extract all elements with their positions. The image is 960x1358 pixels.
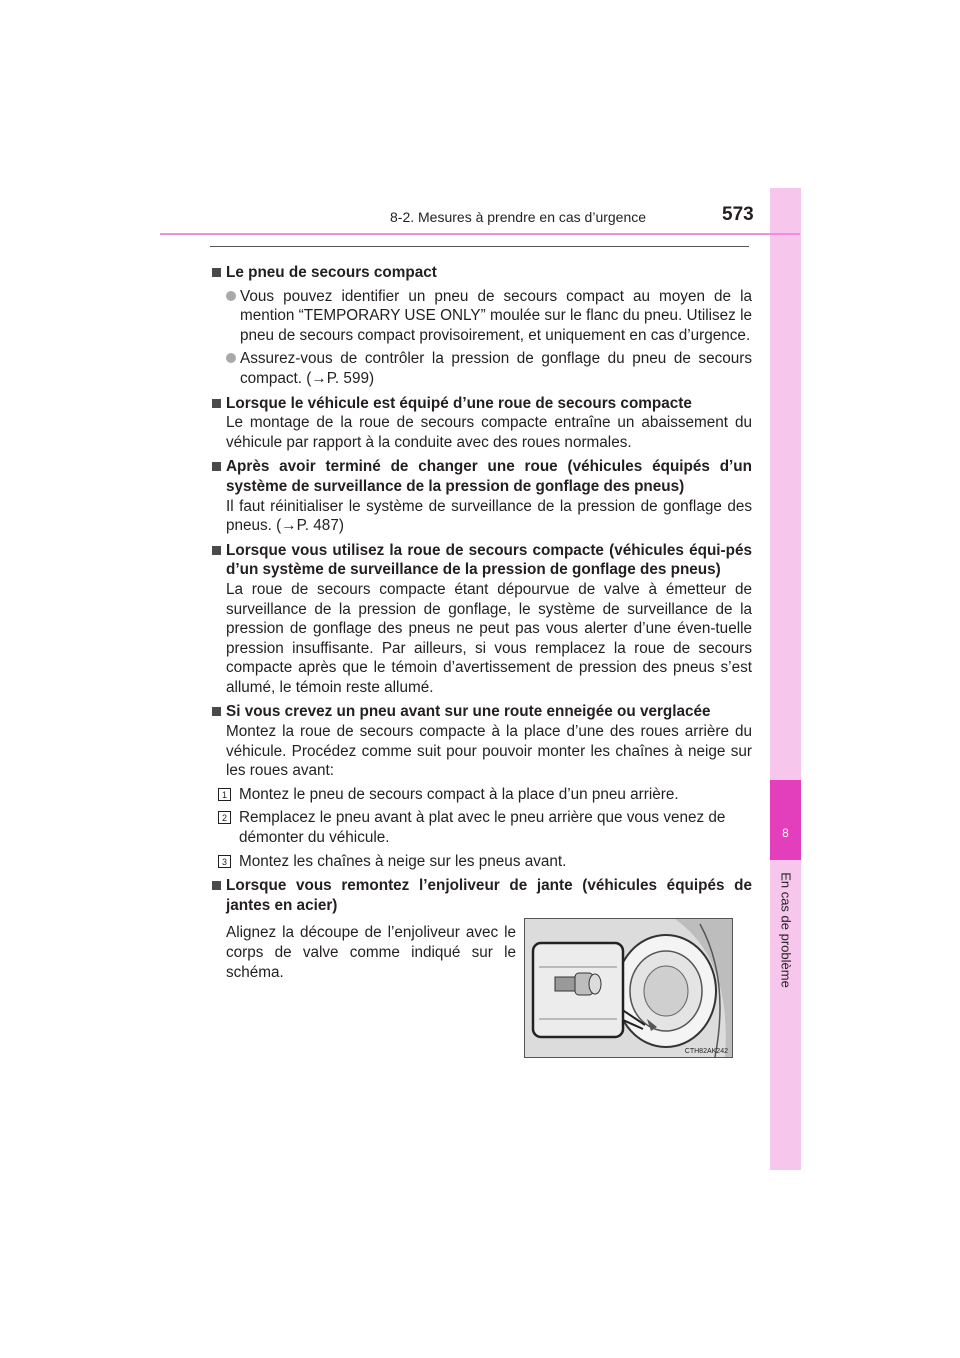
- section-marker-icon: [212, 707, 221, 716]
- section-text: Le montage de la roue de secours compacte entraîne un abaissement du véhicule par rapport à la conduite avec des roues normales.: [226, 414, 752, 451]
- bullet-dot-icon: [226, 353, 236, 363]
- wheel-cover-illustration: [524, 918, 733, 1058]
- step-item: [221, 808, 752, 847]
- section-heading: Lorsque le véhicule est équipé d’une roue de secours compacte: [226, 394, 692, 412]
- bullet-text: Assurez-vous de contrôler la pression de gonflage du pneu de secours compact. (→P. 599): [240, 350, 752, 387]
- section-heading: Le pneu de secours compact: [226, 264, 437, 281]
- chapter-side-label: En cas de problème: [778, 872, 794, 988]
- wheel-cover-drawing: [525, 919, 732, 1057]
- section-marker-icon: [212, 881, 221, 890]
- section-text: Il faut réinitialiser le système de surveillance de la pression de gonflage des pneus. (→P. 487): [226, 497, 752, 535]
- bullet-dot-icon: [226, 291, 236, 301]
- bullet-item: [226, 349, 752, 388]
- section-marker-icon: [212, 268, 221, 277]
- step-number: 2: [218, 811, 231, 824]
- step-text: Montez les chaînes à neige sur les pneus avant.: [239, 852, 567, 870]
- section-heading: Lorsque vous utilisez la roue de secours compacte (véhicules équi-pés d’un système de surveillance de la pression de gonflage des pneus): [226, 541, 752, 579]
- section-marker-icon: [212, 462, 221, 471]
- section-marker-icon: [212, 399, 221, 408]
- section-heading: Après avoir terminé de changer une roue (véhicules équipés d’un système de surveillance de la pression de gonflage des pneus): [226, 458, 752, 495]
- section-text: La roue de secours compacte étant dépourvue de valve à émetteur de surveillance de la pression de gonflage, le système de surveillance de la pression de gonflage des pneus ne peut pas vous alerter d’une éven-tuelle pression insuffisante. Par ailleurs, si vous remplacez la roue de secours compacte après que le témoin d’avertissement de pression des pneus s’est allumé, le témoin reste allumé.: [226, 580, 752, 696]
- section-marker-icon: [212, 546, 221, 555]
- section-text: Montez la roue de secours compacte à la place d’une des roues arrière du véhicule. Procédez comme suit pour pouvoir monter les chaînes à neige sur les roues avant:: [226, 723, 752, 780]
- step-item: [221, 852, 752, 872]
- section-heading: Si vous crevez un pneu avant sur une route enneigée ou verglacée: [226, 703, 711, 721]
- step-item: [221, 785, 752, 805]
- section-heading: Lorsque vous remontez l’enjoliveur de jante (véhicules équipés de jantes en acier): [226, 877, 752, 914]
- section-text: Alignez la découpe de l’enjoliveur avec le corps de valve comme indiqué sur le schéma.: [226, 924, 516, 981]
- bullet-item: [226, 287, 752, 346]
- chapter-tab[interactable]: [770, 780, 801, 860]
- header-divider: [160, 233, 800, 235]
- section-spare-tire: [210, 263, 752, 389]
- step-text: Montez le pneu de secours compact à la place d’un pneu arrière.: [239, 785, 679, 803]
- page-number: 573: [722, 204, 754, 225]
- content-rule: [210, 246, 749, 247]
- figure-code: CTH82AK242: [684, 1048, 728, 1055]
- section-after-change: [210, 457, 752, 535]
- sidebar-strip: [770, 188, 801, 1170]
- section-snow-ice: [210, 702, 752, 871]
- step-text: Remplacez le pneu avant à plat avec le pneu arrière que vous venez de démonter du véhicule.: [239, 809, 726, 847]
- chapter-tab-number: 8: [782, 826, 789, 840]
- section-tpms-spare: [210, 541, 752, 698]
- step-number: 1: [218, 788, 231, 801]
- section-lowered-vehicle: [210, 394, 752, 453]
- bullet-text: Vous pouvez identifier un pneu de secours compact au moyen de la mention “TEMPORARY USE ONLY” moulée sur le flanc du pneu. Utilisez le pneu de secours compact provisoirement, et uniquement en cas d’urgence.: [240, 287, 752, 344]
- chapter-title: 8-2. Mesures à prendre en cas d’urgence: [390, 209, 647, 225]
- step-number: 3: [218, 855, 231, 868]
- page-content: [210, 258, 752, 982]
